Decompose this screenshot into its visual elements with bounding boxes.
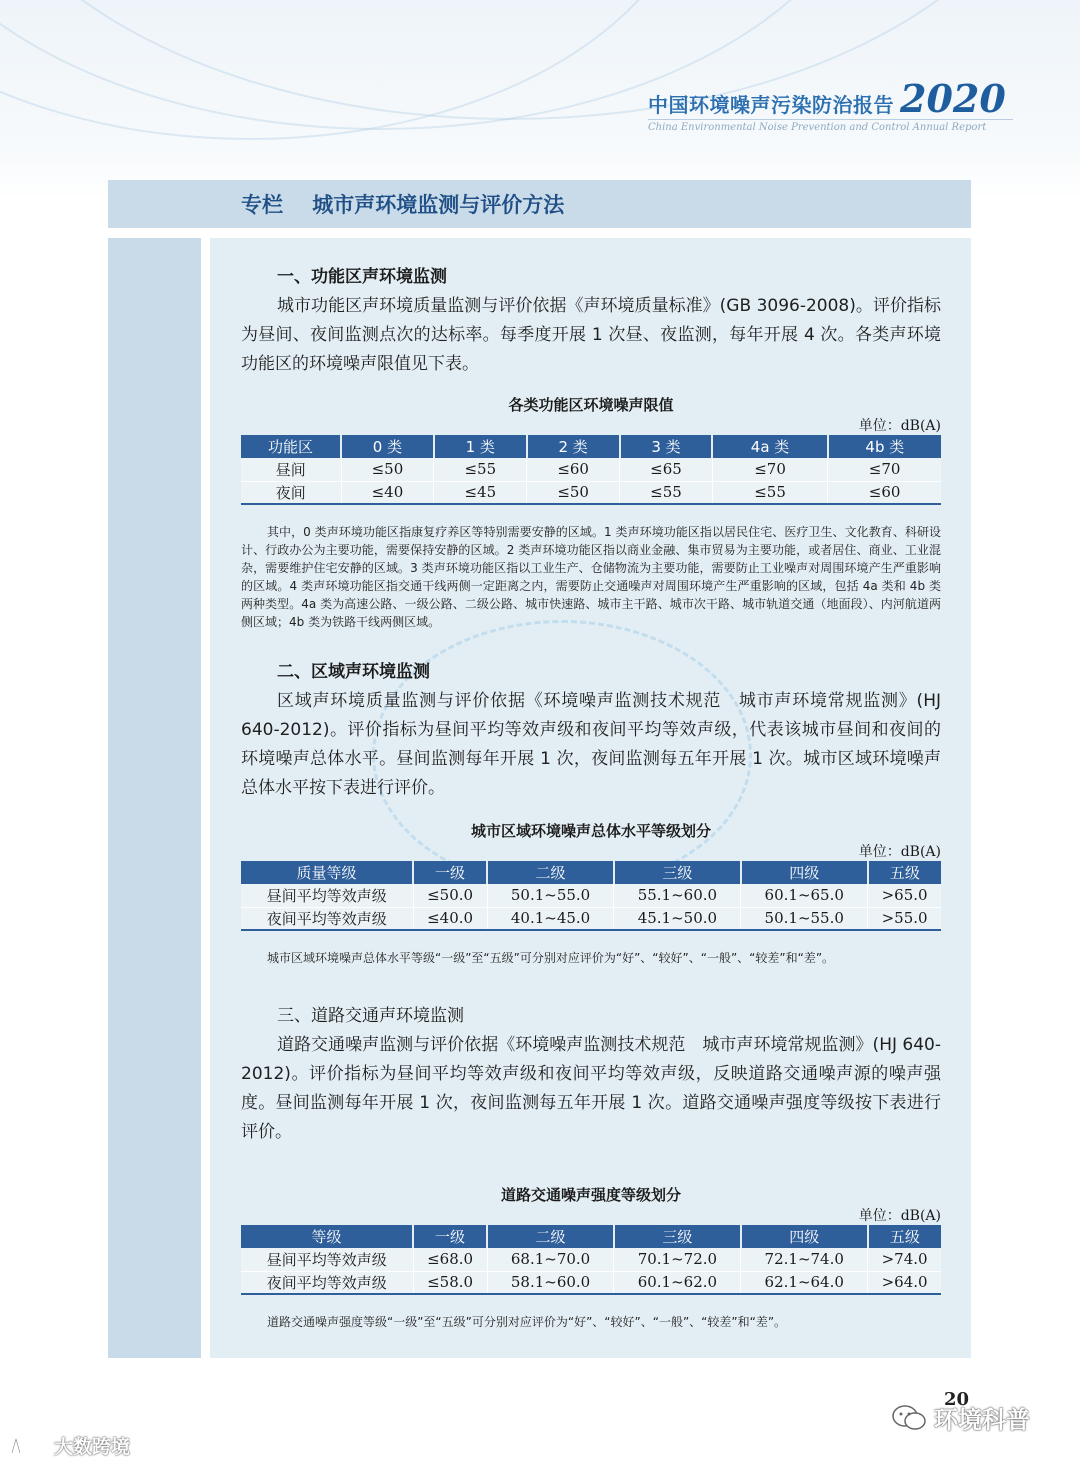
wechat-watermark	[890, 1400, 1030, 1435]
table-cell: 夜间平均等效声级	[241, 907, 413, 930]
table-regional-noise-grades	[241, 861, 941, 931]
table-title-3: 道路交通噪声强度等级划分	[500, 1186, 681, 1204]
table-cell: 58.1~60.0	[487, 1271, 614, 1294]
table-cell: ≤65	[620, 458, 713, 481]
table-note-3: 道路交通噪声强度等级“一级”至“五级”可分别对应评价为“好”、“较好”、“一般”、“较差”和“差”。	[267, 1315, 787, 1329]
table-cell: ≤50.0	[413, 884, 487, 907]
table-cell: ≤50	[527, 481, 620, 504]
table-header: 二级	[487, 1225, 614, 1248]
table-cell: ≤70	[828, 458, 941, 481]
table-row	[241, 907, 941, 930]
table-note-1: 其中，0 类声环境功能区指康复疗养区等特别需要安静的区域。1 类声环境功能区指以居民住宅、医疗卫生、文化教育、科研设计、行政办公为主要功能，需要保持安静的区域。2 类声环境功能区指以商业金融、集市贸易为主要功能，或者居住、商业、工业混杂，需要维护住宅安静的区域。3 类声环境功能区指以工业生产、仓储物流为主要功能，需要防止工业噪声对周围环境产生严重影响的区域。4 类声环境功能区指交通干线两侧一定距离之内，需要防止交通噪声对周围环境产生严重影响的区域，包括 4a 类和 4b 类两种类型。4a 类为高速公路、一级公路、二级公路、城市快速路、城市主干路、城市次干路、城市轨道交通（地面段）、内河航道两侧区域；4b 类为铁路干线两侧区域。	[241, 525, 941, 629]
table-header: 质量等级	[241, 861, 413, 884]
table-cell: ≤55	[434, 458, 527, 481]
table-header: 等级	[241, 1225, 413, 1248]
table-header: 三级	[614, 861, 741, 884]
page-number: 20	[944, 1389, 970, 1410]
column-title: 专栏 城市声环境监测与评价方法	[241, 192, 565, 217]
table-header: 四级	[741, 861, 868, 884]
section-paragraph-3: 道路交通噪声监测与评价依据《环境噪声监测技术规范 城市声环境常规监测》(HJ 640-2012)。评价指标为昼间平均等效声级和夜间平均等效声级，反映道路交通噪声源的噪声强度。昼间监测每年开展 1 次，夜间监测每五年开展 1 次。道路交通噪声强度等级按下表进行评价。	[241, 1035, 941, 1142]
table-unit-3: 单位：dB(A)	[858, 1208, 941, 1224]
table-cell: ≤40	[341, 481, 434, 504]
table-header: 四级	[741, 1225, 868, 1248]
section-paragraph-2: 区域声环境质量监测与评价依据《环境噪声监测技术规范 城市声环境常规监测》(HJ 640-2012)。评价指标为昼间平均等效声级和夜间平均等效声级，代表该城市昼间和夜间的环境噪声总体水平。昼间监测每年开展 1 次，夜间监测每五年开展 1 次。城市区域环境噪声总体水平按下表进行评价。	[241, 691, 941, 798]
table-cell: 60.1~65.0	[741, 884, 868, 907]
table-header: 五级	[868, 1225, 941, 1248]
table-header: 三级	[614, 1225, 741, 1248]
table-cell: 50.1~55.0	[487, 884, 614, 907]
table-header: 二级	[487, 861, 614, 884]
wechat-icon	[890, 1403, 928, 1433]
table-cell: 50.1~55.0	[741, 907, 868, 930]
table-cell: ≤68.0	[413, 1248, 487, 1271]
table-row	[241, 1248, 941, 1271]
table-cell: 68.1~70.0	[487, 1248, 614, 1271]
table-cell: ≤55	[712, 481, 827, 504]
section-heading-3: 三、道路交通声环境监测	[277, 1006, 464, 1026]
table-title-1: 各类功能区环境噪声限值	[508, 396, 674, 414]
source-watermark	[8, 1432, 130, 1459]
table-row	[241, 458, 941, 481]
section-heading-2: 二、区域声环境监测	[277, 662, 430, 682]
table-unit-1: 单位：dB(A)	[858, 418, 941, 434]
table-header: 五级	[868, 861, 941, 884]
table-note-2: 城市区域环境噪声总体水平等级“一级”至“五级”可分别对应评价为“好”、“较好”、“一般”、“较差”和“差”。	[267, 951, 835, 965]
table-row	[241, 481, 941, 504]
table-header: 一级	[413, 861, 487, 884]
table-header: 一级	[413, 1225, 487, 1248]
table-title-2: 城市区域环境噪声总体水平等级划分	[470, 822, 711, 840]
table-header: 功能区	[241, 435, 341, 458]
table-road-traffic-noise-grades	[241, 1225, 941, 1295]
table-cell: 45.1~50.0	[614, 907, 741, 930]
table-header: 2 类	[527, 435, 620, 458]
report-title	[648, 76, 1018, 121]
table-row	[241, 1271, 941, 1294]
table-cell: 40.1~45.0	[487, 907, 614, 930]
report-year: 2020	[900, 76, 1006, 121]
table-cell: ≤50	[341, 458, 434, 481]
table-header: 4a 类	[712, 435, 827, 458]
table-header: 3 类	[620, 435, 713, 458]
table-header: 0 类	[341, 435, 434, 458]
table-cell: ≤40.0	[413, 907, 487, 930]
table-cell: 夜间平均等效声级	[241, 1271, 413, 1294]
table-cell: 62.1~64.0	[741, 1271, 868, 1294]
table-header: 4b 类	[828, 435, 941, 458]
section-paragraph-1: 城市功能区声环境质量监测与评价依据《声环境质量标准》(GB 3096-2008)。评价指标为昼间、夜间监测点次的达标率。每季度开展 1 次昼、夜监测，每年开展 4 次。各类声环境功能区的环境噪声限值见下表。	[241, 296, 941, 374]
table-cell: >74.0	[868, 1248, 941, 1271]
source-logo-icon	[8, 1435, 50, 1457]
table-cell: 60.1~62.0	[614, 1271, 741, 1294]
table-cell: >55.0	[868, 907, 941, 930]
table-cell: 昼间	[241, 458, 341, 481]
table-cell: ≤60	[527, 458, 620, 481]
table-cell: 夜间	[241, 481, 341, 504]
table-cell: ≤45	[434, 481, 527, 504]
article-content	[241, 262, 941, 1331]
table-cell: ≤70	[712, 458, 827, 481]
table-cell: 昼间平均等效声级	[241, 1248, 413, 1271]
table-cell: ≤58.0	[413, 1271, 487, 1294]
table-unit-2: 单位：dB(A)	[858, 844, 941, 860]
table-cell: 55.1~60.0	[614, 884, 741, 907]
column-title-bar	[108, 180, 971, 228]
table-cell: 72.1~74.0	[741, 1248, 868, 1271]
section-heading-1: 一、功能区声环境监测	[277, 267, 447, 287]
table-header: 1 类	[434, 435, 527, 458]
table-row	[241, 884, 941, 907]
table-cell: 70.1~72.0	[614, 1248, 741, 1271]
table-cell: >65.0	[868, 884, 941, 907]
wechat-account-name: 环境科普	[934, 1406, 1030, 1434]
report-title-text: 中国环境噪声污染防治报告	[648, 93, 894, 117]
table-cell: >64.0	[868, 1271, 941, 1294]
report-subtitle: China Environmental Noise Prevention and Control Annual Report	[648, 119, 1013, 133]
table-cell: ≤55	[620, 481, 713, 504]
table-cell: 昼间平均等效声级	[241, 884, 413, 907]
table-functional-zone-limits	[241, 435, 941, 505]
table-cell: ≤60	[828, 481, 941, 504]
source-watermark-text: 大数跨境	[54, 1436, 131, 1458]
left-decorative-strip	[108, 238, 201, 1358]
